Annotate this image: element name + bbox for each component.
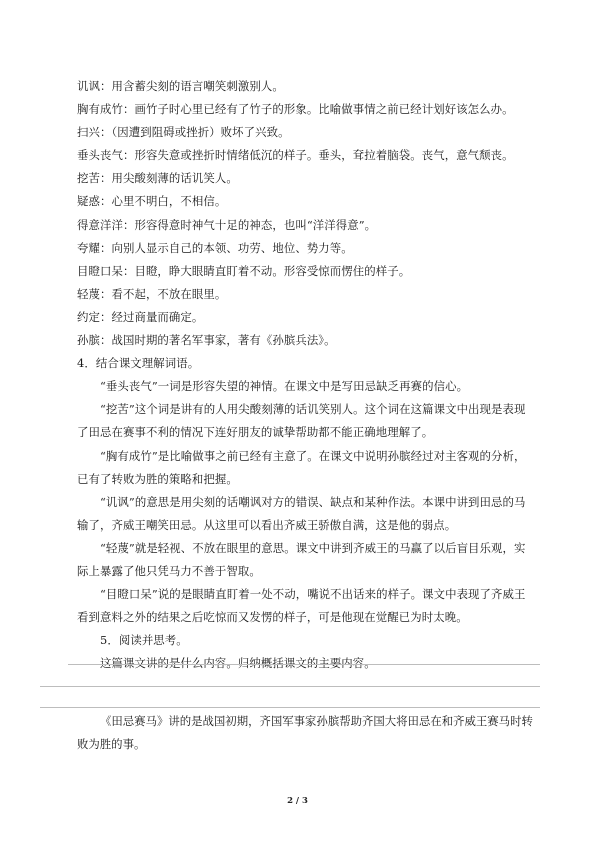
- section-5-heading: 5．阅读并思考。: [100, 633, 188, 648]
- paragraph-line: 已有了转败为胜的策略和把握。: [77, 471, 238, 486]
- answer-line: 败为胜的事。: [77, 737, 146, 751]
- glossary-entry: 胸有成竹：画竹子时心里已经有了竹子的形象。比喻做事情之前已经计划好该怎么办。: [77, 102, 514, 117]
- answer-rule: [40, 686, 540, 687]
- paragraph-line: “讥讽”的意思是用尖刻的话嘲讽对方的错误、缺点和某种作法。本课中讲到田忌的马: [100, 494, 526, 509]
- glossary-entry: 夸耀：向别人显示自己的本领、功劳、地位、势力等。: [77, 240, 353, 255]
- paragraph-line: 输了，齐威王嘲笑田忌。从这里可以看出齐威王骄傲自满，这是他的弱点。: [77, 517, 457, 532]
- glossary-entry: 疑惑：心里不明白，不相信。: [77, 194, 227, 209]
- paragraph-line: “挖苦”这个词是讲有的人用尖酸刻薄的话讥笑别人。这个词在这篇课文中出现是表现: [100, 402, 526, 417]
- glossary-entry: 挖苦：用尖酸刻薄的话讥笑人。: [77, 171, 238, 186]
- paragraph-line: 了田忌在赛事不利的情况下连好朋友的诚挚帮助都不能正确地理解了。: [77, 425, 434, 440]
- glossary-entry: 轻蔑：看不起，不放在眼里。: [77, 286, 227, 301]
- section-5-question: 这篇课文讲的是什么内容。归纳概括课文的主要内容。: [100, 656, 376, 671]
- paragraph-line: “轻蔑”就是轻视、不放在眼里的意思。课文中讲到齐威王的马赢了以后盲目乐观，实: [100, 540, 526, 555]
- answer-line: 《田忌赛马》讲的是战国初期，齐国军事家孙膑帮助齐国大将田忌在和齐威王赛马时转: [100, 714, 533, 728]
- section-4-heading: 4．结合课文理解词语。: [77, 356, 200, 371]
- glossary-entry: 目瞪口呆：目瞪，睁大眼睛直盯着不动。形容受惊而愣住的样子。: [77, 263, 411, 278]
- answer-text: [77, 710, 547, 756]
- paragraph-line: 看到意料之外的结果之后吃惊而又发愣的样子，可是他现在觉醒已为时太晚。: [77, 610, 468, 625]
- paragraph-line: “目瞪口呆”说的是眼睛直盯着一处不动，嘴说不出话来的样子。课文中表现了齐威王: [100, 587, 526, 602]
- glossary-entry: 扫兴：（因遭到阻碍或挫折）败坏了兴致。: [77, 125, 290, 140]
- glossary-entry: 得意洋洋：形容得意时神气十足的神态，也叫“洋洋得意”。: [77, 217, 377, 232]
- page-number: 2 / 3: [287, 796, 308, 806]
- glossary-entry: 孙膑：战国时期的著名军事家，著有《孙膑兵法》。: [77, 333, 336, 348]
- paragraph-line: “胸有成竹”是比喻做事之前已经有主意了。在课文中说明孙膑经过对主客观的分析，: [100, 448, 526, 463]
- paragraph-line: 际上暴露了他只凭马力不善于智取。: [77, 563, 261, 578]
- glossary-entry: 约定：经过商量而确定。: [77, 309, 204, 324]
- answer-rule: [40, 707, 540, 708]
- glossary-entry: 讥讽：用含蓄尖刻的语言嘲笑刺激别人。: [77, 79, 284, 93]
- answer-rule: [68, 664, 540, 665]
- paragraph-line: “垂头丧气”一词是形容失望的神情。在课文中是写田忌缺乏再赛的信心。: [100, 379, 469, 394]
- glossary-entry: 垂头丧气：形容失意或挫折时情绪低沉的样子。垂头，耷拉着脑袋。丧气，意气颓丧。: [77, 148, 514, 163]
